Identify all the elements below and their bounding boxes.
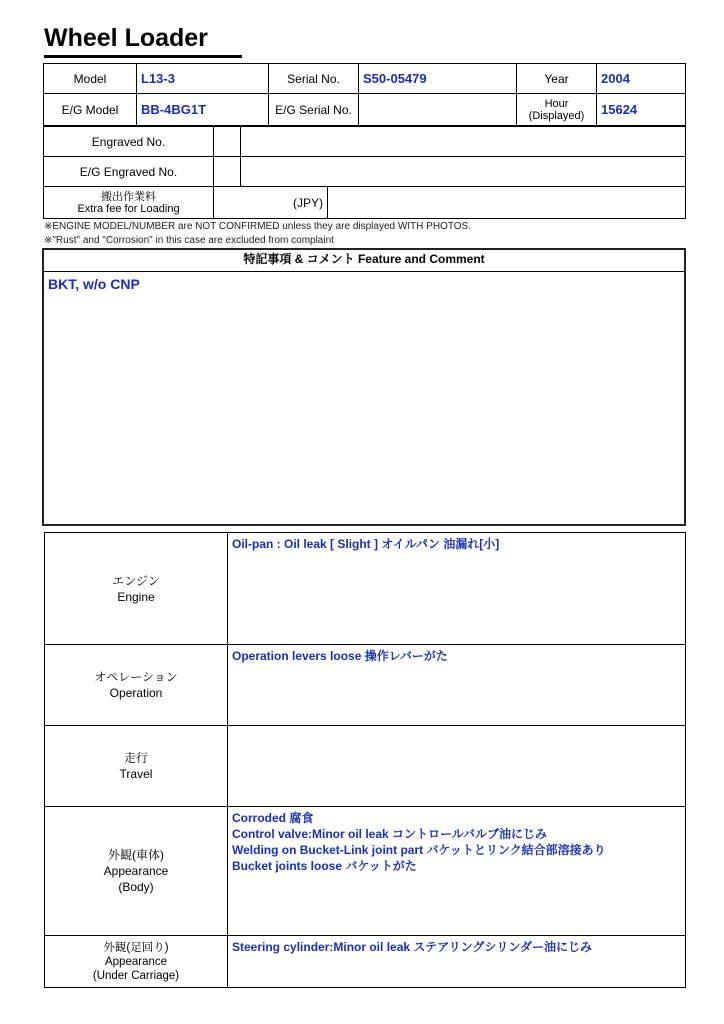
- eg-engraved-label: E/G Engraved No.: [44, 157, 214, 187]
- body-comment-line-3: Welding on Bucket-Link joint part バケットとリンク結合部溶接あり: [232, 843, 606, 857]
- eg-model-value: BB-4BG1T: [137, 94, 269, 126]
- condition-row-operation: [45, 645, 686, 726]
- note-rust: ※"Rust" and "Corrosion" in this case are excluded from complaint: [44, 235, 334, 246]
- fee-value: [328, 187, 686, 219]
- year-label: Year: [517, 64, 597, 94]
- header-table: [43, 63, 686, 126]
- travel-label: [45, 726, 228, 807]
- year-value: 2004: [597, 64, 686, 94]
- engraved-box: [214, 127, 241, 157]
- body-comment-line-4: Bucket joints loose バケットがた: [232, 859, 417, 873]
- feature-box: [42, 248, 686, 526]
- body-comment-line-1: Corroded 腐食: [232, 811, 314, 825]
- engine-label: [45, 533, 228, 645]
- undercarriage-comment-line: Steering cylinder:Minor oil leak ステアリングシリンダー油にじみ: [232, 940, 592, 954]
- hour-label: [517, 94, 597, 126]
- operation-label-en: Operation: [109, 686, 163, 700]
- fee-unit: (JPY): [214, 187, 328, 219]
- fee-label: [44, 187, 214, 219]
- engine-label-jp: エンジン: [112, 573, 160, 588]
- eg-engraved-value: [241, 157, 686, 187]
- title-underline: [44, 55, 242, 58]
- feature-text: BKT, w/o CNP: [48, 276, 140, 292]
- operation-label: [45, 645, 228, 726]
- body-label-jp: 外観(車体): [108, 848, 164, 862]
- engine-comment-line: Oil-pan : Oil leak [ Slight ] オイルパン 油漏れ[小]: [232, 537, 500, 551]
- body-label: [45, 807, 228, 936]
- condition-table: [44, 532, 686, 988]
- body-comment: [228, 807, 686, 936]
- fee-label-jp: 搬出作業料: [101, 190, 156, 203]
- hour-label-line2: (Displayed): [528, 109, 585, 122]
- operation-comment: [228, 645, 686, 726]
- eg-engraved-box: [214, 157, 241, 187]
- undercarriage-comment: [228, 936, 686, 988]
- page-title: Wheel Loader: [44, 24, 208, 52]
- condition-row-undercarriage: [45, 936, 686, 988]
- eg-model-label: E/G Model: [44, 94, 137, 126]
- model-label: Model: [44, 64, 137, 94]
- eg-serial-label: E/G Serial No.: [269, 94, 359, 126]
- undercarriage-label-en2: (Under Carriage): [92, 969, 180, 982]
- note-engine: ※ENGINE MODEL/NUMBER are NOT CONFIRMED unless they are displayed WITH PHOTOS.: [44, 221, 471, 232]
- travel-label-jp: 走行: [123, 751, 148, 765]
- feature-heading: 特記事項 & コメント Feature and Comment: [44, 250, 684, 272]
- travel-label-en: Travel: [119, 767, 153, 781]
- undercarriage-label-jp: 外観(足回り): [103, 941, 169, 954]
- fee-label-en: Extra fee for Loading: [77, 202, 180, 215]
- hour-value: 15624: [597, 94, 686, 126]
- engraved-value: [241, 127, 686, 157]
- serial-value: S50-05479: [359, 64, 517, 94]
- undercarriage-label-en: Appearance: [104, 955, 168, 968]
- engraved-table: [43, 126, 686, 219]
- condition-row-engine: [45, 533, 686, 645]
- engraved-label: Engraved No.: [44, 127, 214, 157]
- serial-label: Serial No.: [269, 64, 359, 94]
- engine-label-en: Engine: [117, 589, 155, 604]
- hour-label-line1: Hour: [544, 97, 569, 110]
- model-value: L13-3: [137, 64, 269, 94]
- operation-label-jp: オペレーション: [94, 670, 178, 684]
- undercarriage-label: [45, 936, 228, 988]
- body-label-en2: (Body): [118, 880, 154, 894]
- engine-comment: [228, 533, 686, 645]
- body-comment-line-2: Control valve:Minor oil leak コントロールバルブ油にじみ: [232, 827, 547, 841]
- travel-comment: [228, 726, 686, 807]
- condition-row-body: [45, 807, 686, 936]
- condition-row-travel: [45, 726, 686, 807]
- body-label-en: Appearance: [103, 864, 169, 878]
- eg-serial-value: [359, 94, 517, 126]
- operation-comment-line: Operation levers loose 操作レバーがた: [232, 649, 448, 663]
